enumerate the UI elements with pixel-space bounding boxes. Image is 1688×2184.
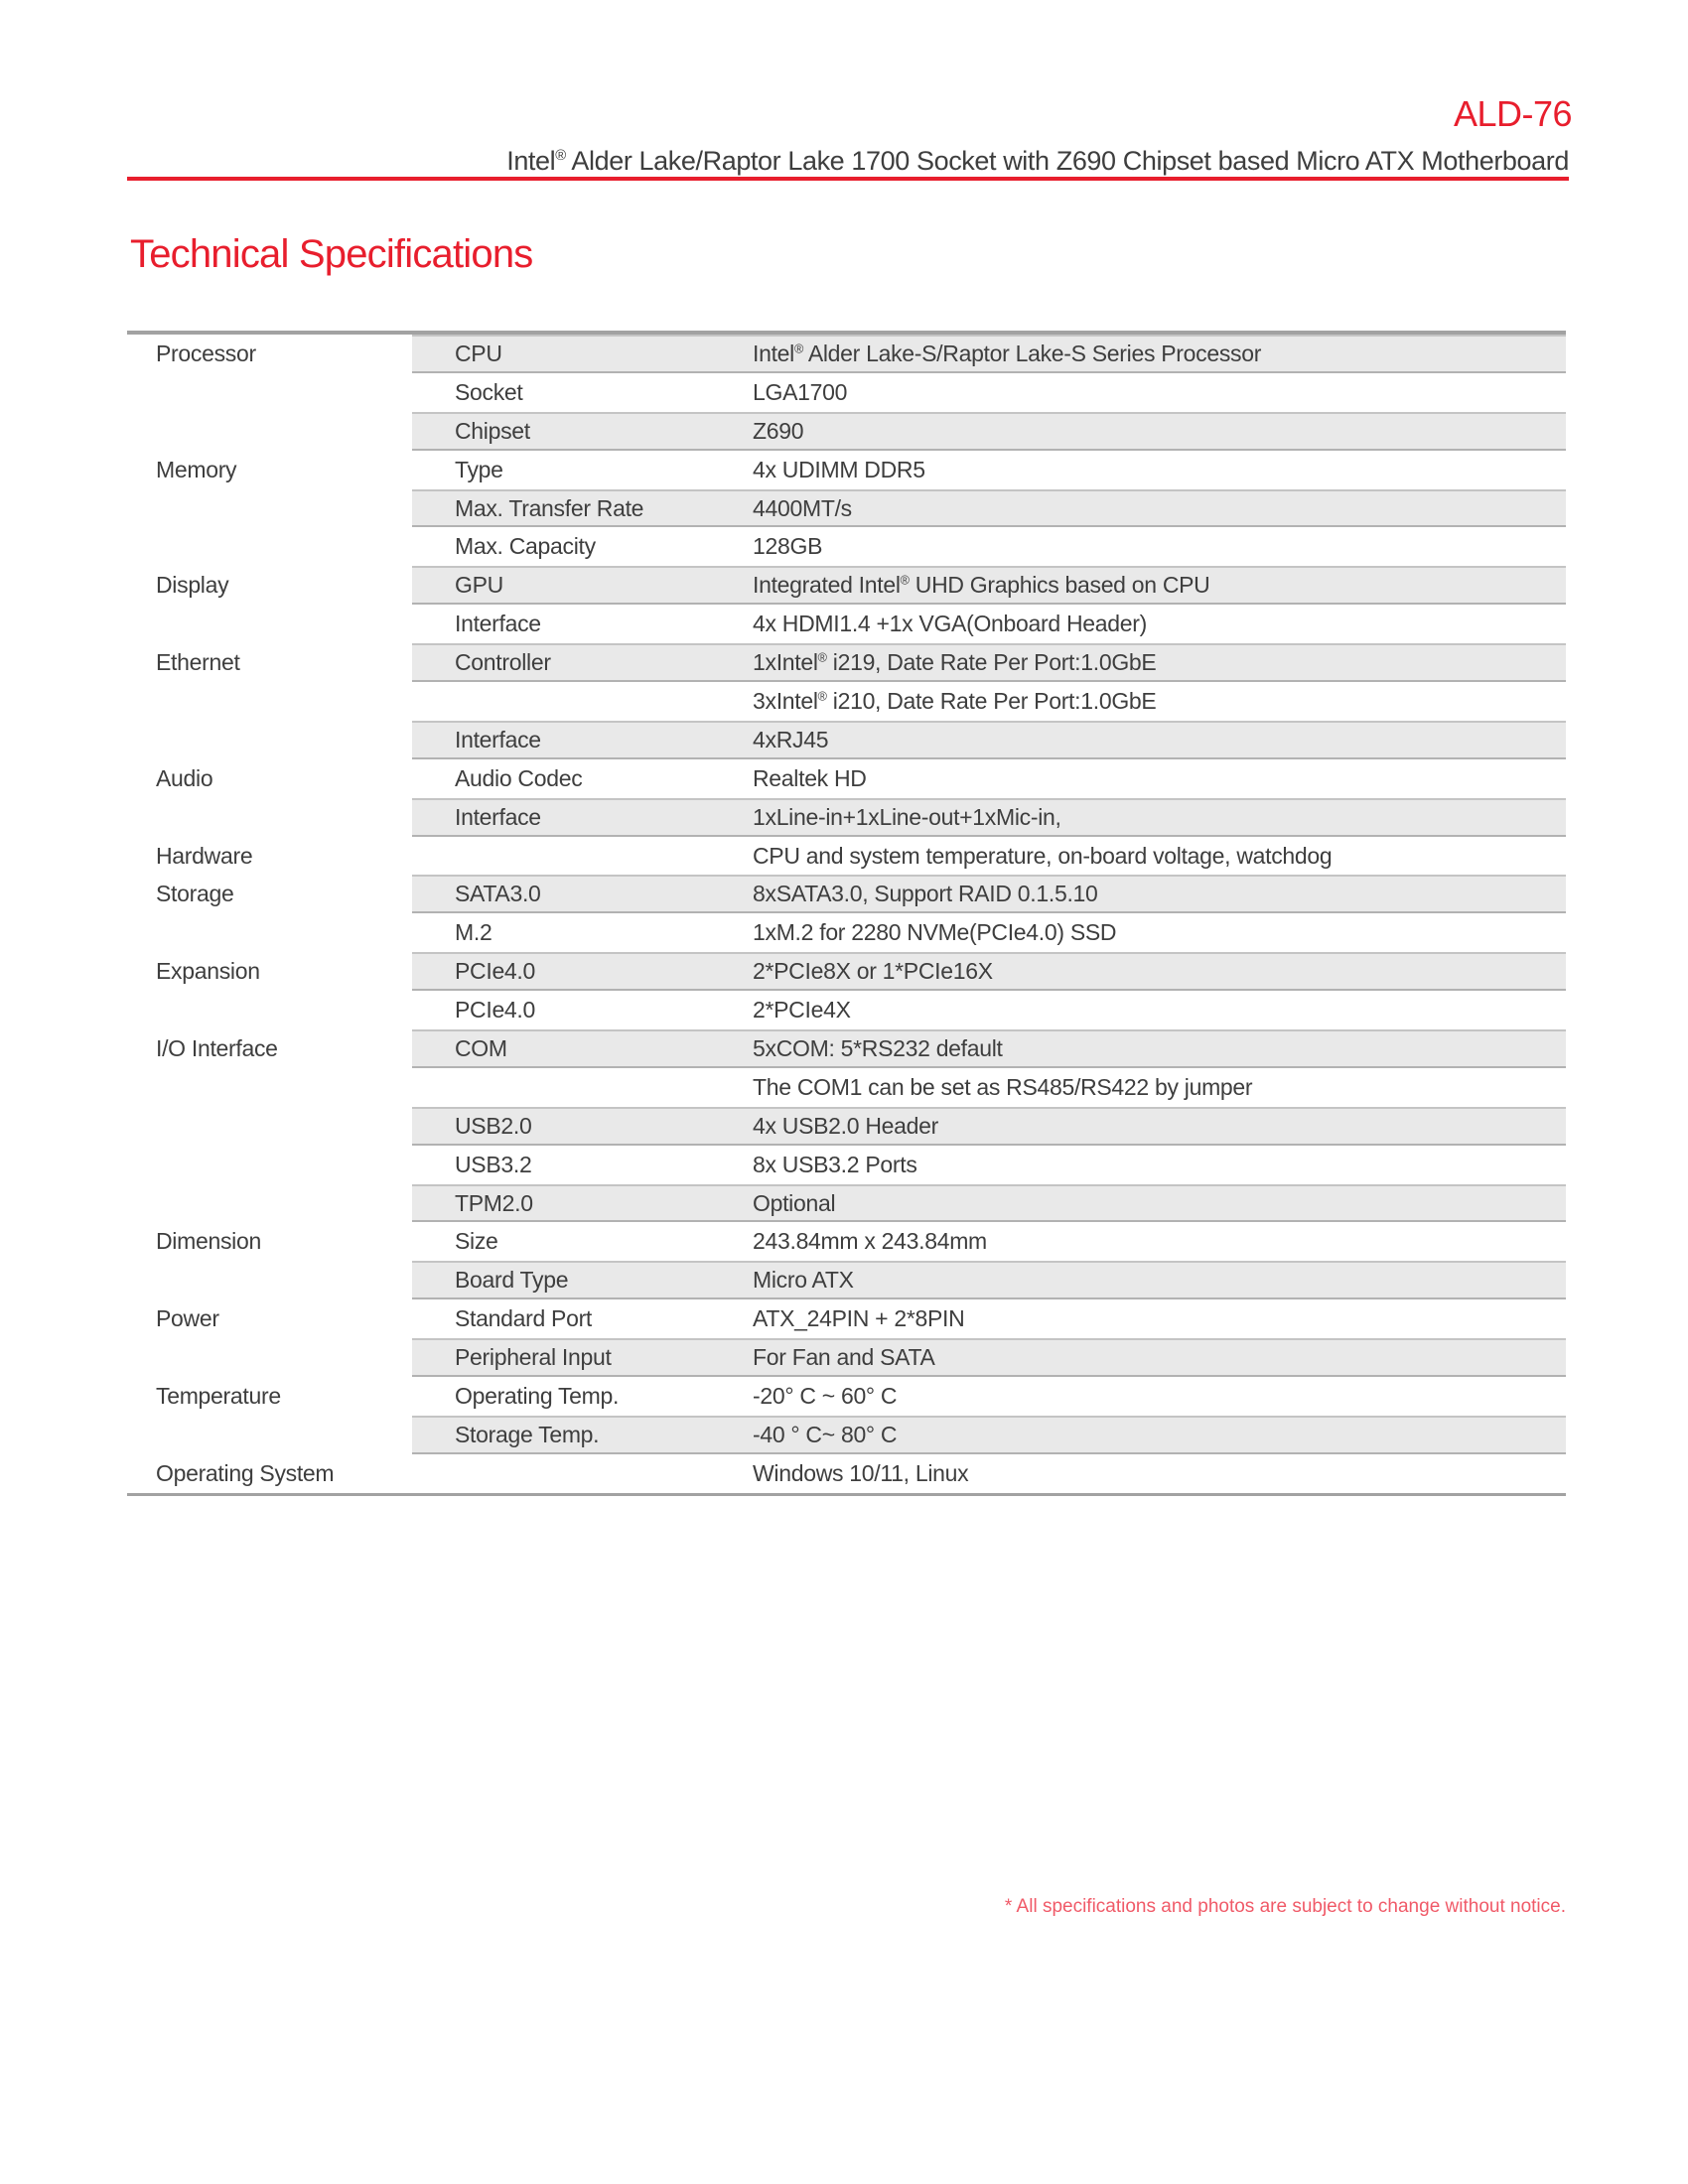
spec-pair — [412, 412, 1566, 451]
spec-category — [127, 1261, 412, 1299]
table-row — [127, 1068, 1566, 1107]
table-row — [127, 412, 1566, 451]
spec-pair — [412, 451, 1566, 489]
spec-label: GPU — [455, 572, 503, 599]
spec-category — [127, 991, 412, 1029]
spec-pair — [412, 759, 1566, 798]
table-row — [127, 875, 1566, 913]
spec-category — [127, 1338, 412, 1377]
spec-category: Memory — [156, 456, 237, 482]
table-row — [127, 1416, 1566, 1454]
table-row — [127, 1222, 1566, 1261]
spec-value: 3xIntel® i210, Date Rate Per Port:1.0GbE — [753, 687, 1157, 714]
spec-label: SATA3.0 — [455, 881, 541, 907]
spec-category: Operating System — [156, 1459, 335, 1486]
spec-value: 128GB — [753, 533, 823, 560]
spec-pair — [412, 875, 1566, 913]
spec-value: 1xLine-in+1xLine-out+1xMic-in, — [753, 803, 1061, 830]
spec-category: Expansion — [156, 958, 260, 985]
spec-category — [127, 1068, 412, 1107]
spec-category: I/O Interface — [156, 1034, 278, 1061]
spec-pair — [412, 1107, 1566, 1146]
spec-pair — [412, 1454, 1566, 1493]
spec-value: Windows 10/11, Linux — [753, 1459, 969, 1486]
table-row — [127, 373, 1566, 412]
table-row — [127, 798, 1566, 837]
spec-pair — [412, 991, 1566, 1029]
spec-pair — [412, 1299, 1566, 1338]
spec-pair — [412, 798, 1566, 837]
spec-pair — [412, 1261, 1566, 1299]
spec-value: Optional — [753, 1189, 836, 1216]
spec-value: LGA1700 — [753, 378, 848, 405]
spec-label: Chipset — [455, 417, 530, 444]
spec-category: Ethernet — [156, 649, 240, 676]
spec-category — [127, 373, 412, 412]
spec-value: The COM1 can be set as RS485/RS422 by jumper — [753, 1073, 1253, 1100]
spec-label: Controller — [455, 649, 551, 676]
spec-category: Processor — [156, 340, 256, 366]
spec-pair — [412, 952, 1566, 991]
spec-pair — [412, 335, 1566, 373]
spec-category: Storage — [156, 881, 234, 907]
spec-table — [127, 331, 1566, 1496]
spec-value: ATX_24PIN + 2*8PIN — [753, 1305, 965, 1332]
spec-value: 2*PCIe4X — [753, 997, 851, 1024]
spec-pair — [412, 1416, 1566, 1454]
spec-value: Micro ATX — [753, 1267, 854, 1294]
spec-label: USB2.0 — [455, 1112, 532, 1139]
spec-label: USB3.2 — [455, 1151, 532, 1177]
spec-label: PCIe4.0 — [455, 958, 536, 985]
spec-pair — [412, 1068, 1566, 1107]
spec-pair — [412, 605, 1566, 643]
spec-label: Storage Temp. — [455, 1421, 600, 1447]
spec-pair — [412, 527, 1566, 566]
spec-table-body — [127, 335, 1566, 1493]
spec-pair — [412, 489, 1566, 528]
spec-label: Standard Port — [455, 1305, 593, 1332]
spec-category — [127, 605, 412, 643]
spec-value: 4x USB2.0 Header — [753, 1112, 938, 1139]
spec-category: Display — [156, 572, 229, 599]
spec-category: Audio — [156, 764, 213, 791]
table-row — [127, 566, 1566, 605]
spec-category: Temperature — [156, 1382, 281, 1409]
table-row — [127, 605, 1566, 643]
spec-value: 1xM.2 for 2280 NVMe(PCIe4.0) SSD — [753, 919, 1117, 946]
spec-category: Hardware — [156, 842, 253, 869]
spec-value: 1xIntel® i219, Date Rate Per Port:1.0GbE — [753, 649, 1157, 676]
table-row — [127, 527, 1566, 566]
spec-category — [127, 1184, 412, 1223]
table-row — [127, 489, 1566, 528]
spec-category — [127, 798, 412, 837]
spec-pair — [412, 1222, 1566, 1261]
table-row — [127, 1261, 1566, 1299]
spec-value: 4x UDIMM DDR5 — [753, 456, 925, 482]
spec-category — [127, 1107, 412, 1146]
table-row — [127, 682, 1566, 721]
table-row — [127, 913, 1566, 952]
spec-label: TPM2.0 — [455, 1189, 533, 1216]
spec-category: Power — [156, 1305, 219, 1332]
table-row — [127, 721, 1566, 759]
table-row — [127, 643, 1566, 682]
table-row — [127, 1029, 1566, 1068]
spec-category — [127, 412, 412, 451]
spec-value: CPU and system temperature, on-board voltage, watchdog — [753, 842, 1333, 869]
spec-label: Operating Temp. — [455, 1382, 620, 1409]
table-row — [127, 952, 1566, 991]
table-row — [127, 1338, 1566, 1377]
spec-category — [127, 682, 412, 721]
table-row — [127, 1299, 1566, 1338]
spec-label: M.2 — [455, 919, 492, 946]
spec-pair — [412, 721, 1566, 759]
spec-category — [127, 489, 412, 528]
table-row — [127, 1377, 1566, 1416]
section-title: Technical Specifications — [130, 232, 533, 276]
spec-label: Socket — [455, 378, 523, 405]
spec-value: 4400MT/s — [753, 494, 852, 521]
spec-category: Dimension — [156, 1228, 261, 1255]
spec-label: Board Type — [455, 1267, 569, 1294]
spec-value: 5xCOM: 5*RS232 default — [753, 1034, 1003, 1061]
table-row — [127, 1184, 1566, 1223]
spec-value: Z690 — [753, 417, 804, 444]
spec-pair — [412, 913, 1566, 952]
spec-label: Interface — [455, 803, 541, 830]
spec-label: Audio Codec — [455, 764, 583, 791]
spec-label: Type — [455, 456, 503, 482]
spec-category — [127, 1146, 412, 1184]
spec-label: Peripheral Input — [455, 1344, 612, 1371]
spec-category — [127, 913, 412, 952]
spec-pair — [412, 566, 1566, 605]
spec-label: Size — [455, 1228, 498, 1255]
spec-value: For Fan and SATA — [753, 1344, 935, 1371]
spec-pair — [412, 837, 1566, 876]
spec-value: Integrated Intel® UHD Graphics based on CPU — [753, 572, 1210, 599]
spec-pair — [412, 643, 1566, 682]
table-row — [127, 991, 1566, 1029]
spec-value: 8x USB3.2 Ports — [753, 1151, 917, 1177]
table-row — [127, 1146, 1566, 1184]
spec-value: -20° C ~ 60° C — [753, 1382, 898, 1409]
table-row — [127, 837, 1566, 876]
spec-label: COM — [455, 1034, 507, 1061]
spec-category — [127, 527, 412, 566]
product-code: ALD-76 — [1453, 93, 1572, 134]
spec-pair — [412, 1146, 1566, 1184]
spec-label: Interface — [455, 726, 541, 752]
spec-label: PCIe4.0 — [455, 997, 536, 1024]
spec-value: 2*PCIe8X or 1*PCIe16X — [753, 958, 993, 985]
spec-category — [127, 1416, 412, 1454]
spec-value: Intel® Alder Lake-S/Raptor Lake-S Series Processor — [753, 340, 1262, 366]
spec-pair — [412, 1029, 1566, 1068]
spec-pair — [412, 373, 1566, 412]
spec-value: 4x HDMI1.4 +1x VGA(Onboard Header) — [753, 611, 1147, 637]
spec-label: Max. Transfer Rate — [455, 494, 644, 521]
spec-value: -40 ° C~ 80° C — [753, 1421, 898, 1447]
table-row — [127, 1107, 1566, 1146]
spec-label: Max. Capacity — [455, 533, 596, 560]
table-row — [127, 759, 1566, 798]
spec-value: 8xSATA3.0, Support RAID 0.1.5.10 — [753, 881, 1098, 907]
page-header-title: Intel® Alder Lake/Raptor Lake 1700 Socket with Z690 Chipset based Micro ATX Motherboard — [506, 146, 1569, 176]
spec-pair — [412, 1338, 1566, 1377]
spec-category — [127, 721, 412, 759]
spec-value: 243.84mm x 243.84mm — [753, 1228, 987, 1255]
spec-value: 4xRJ45 — [753, 726, 829, 752]
header-rule-divider — [127, 177, 1569, 181]
spec-value: Realtek HD — [753, 764, 867, 791]
spec-label: Interface — [455, 611, 541, 637]
spec-pair — [412, 1377, 1566, 1416]
table-row — [127, 451, 1566, 489]
disclaimer-footnote: * All specifications and photos are subject to change without notice. — [1004, 1896, 1566, 1917]
spec-pair — [412, 682, 1566, 721]
table-row — [127, 335, 1566, 373]
spec-pair — [412, 1184, 1566, 1223]
spec-label: CPU — [455, 340, 502, 366]
table-row — [127, 1454, 1566, 1493]
